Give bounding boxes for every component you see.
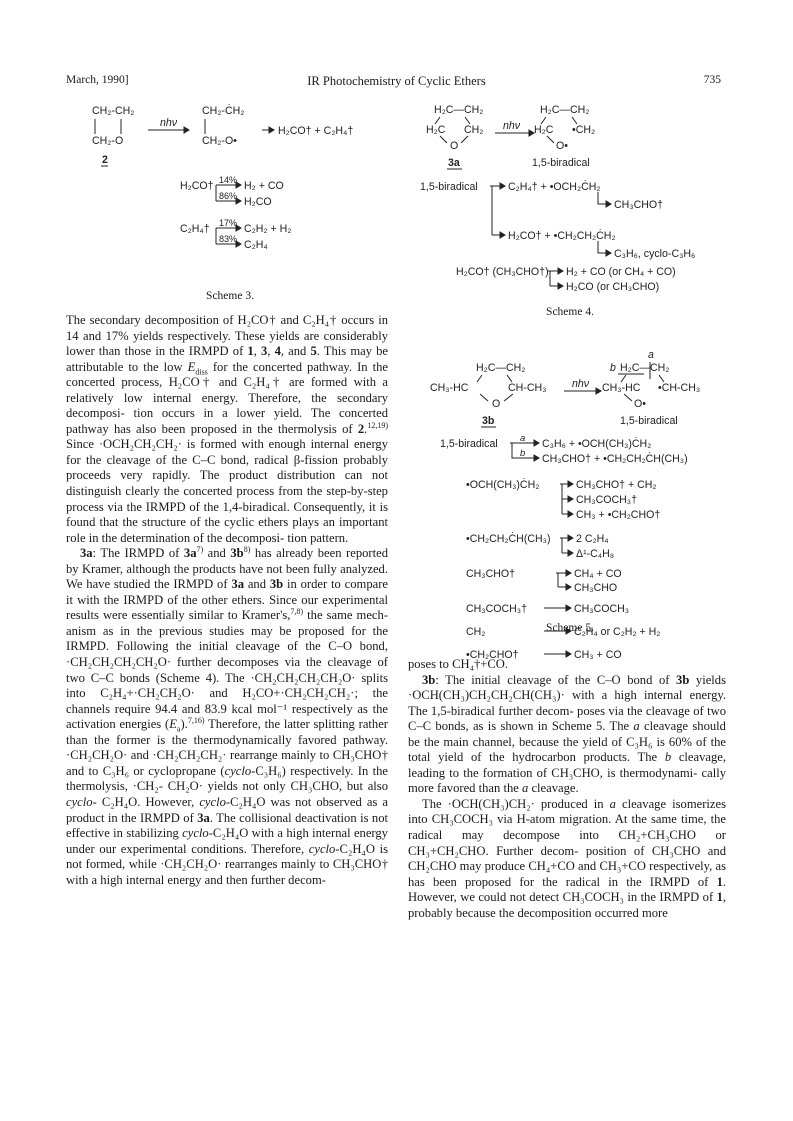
scheme5-ring-o: O — [492, 398, 501, 410]
text-line: radical β-fission probably proceeds very rapidly. The — [66, 452, 389, 483]
text-line: important role in the determination of the decomposi- — [66, 515, 389, 545]
scheme3-hv: nhν — [160, 117, 178, 129]
scheme4-ring-o: O — [450, 140, 459, 152]
scheme5-path-start: 1,5-biradical — [440, 438, 498, 450]
text-line: conditions. Therefore, cyclo-C₂H₄O is not formed, — [66, 841, 388, 872]
scheme5-ring-top: H₂C—CH₂ — [476, 362, 526, 374]
scheme4-path1: C₂H₄† + •OCH₂ĊH₂ — [508, 181, 601, 193]
scheme5-bi-top: H₂C—CH₂ — [620, 362, 670, 374]
text-line: while ·CH₂CH₂O· rearranges mainly to CH₃CHO† — [128, 857, 388, 872]
scheme3-h2co-r1: H₂ + CO — [244, 180, 284, 192]
scheme4-bi-right: •CH₂ — [572, 124, 596, 136]
text-line: energies $(E_a).^{7,16)}$ Therefore, the latter splitting rather — [119, 716, 388, 734]
scheme3-ring-bottom: CH₂-O — [92, 135, 124, 147]
text-line: product in the IRMPD of 3a. The collisional — [66, 810, 292, 825]
text-line: yields ·OCH(CH₃)CH₂CH₂CH(CH₃)· with a high — [408, 672, 726, 703]
text-line: H₂CO† and C₂H₄† are formed with a relatively low — [66, 375, 388, 405]
scheme4-bi-left: H₂C — [534, 124, 554, 136]
text-line: The ·OCH(CH₃)CH₂· produced in a cleavage — [422, 796, 667, 811]
paragraph-radical — [408, 797, 726, 921]
text-line: tion pattern. — [287, 530, 349, 545]
paragraph-continuation — [408, 657, 726, 673]
text-line: leading to the formation of CH₃CHO, is thermodynami- — [408, 765, 698, 780]
text-line: the IRMPD. Following the initial cleavage of the C–O — [66, 623, 388, 654]
scheme4-hv: nhν — [503, 120, 521, 132]
scheme5-biradical-label: 1,5-biradical — [620, 415, 678, 427]
scheme3-h2co-p1: 14% — [219, 175, 238, 185]
scheme4-path1-sub: CH₃CHO† — [614, 199, 664, 211]
text-line: isomerizes into CH₃COCH₃ via H-atom migration. At — [408, 796, 726, 827]
scheme4-path2: H₂CO† + •CH₂CH₂ĊH₂ — [508, 230, 616, 242]
scheme-4-caption: Scheme 4. — [546, 306, 594, 318]
text-line: 3a: The IRMPD of $3a^{7)}$ and $3b^{8)}$ has already been — [80, 545, 342, 561]
text-line: mainly to CH₃CHO† and to C₃H₆ or cyclopropane — [66, 748, 388, 778]
scheme4-sec1: H₂ + CO (or CH₄ + CO) — [566, 266, 676, 278]
text-line: ·CH₂CH₂CH₂CH₂O· splits into C₂H₄+·CH₂CH₂O· — [66, 670, 388, 701]
scheme5-r2-start: •CH₂CH₂ĊH(CH₃) — [466, 533, 551, 545]
text-line: and 3b in order to compare it with the IRMPD of the — [66, 577, 388, 607]
paragraph-secondary-decomposition — [66, 313, 388, 546]
scheme5-bi-left: CH₃-HC — [602, 382, 641, 394]
body-left-column — [66, 313, 388, 888]
scheme4-biradical-label: 1,5-biradical — [532, 157, 590, 169]
scheme5-r2-p1: 2 C₂H₄ — [576, 533, 609, 545]
scheme5-r2-p2: Δ¹-C₄H₈ — [576, 548, 615, 560]
scheme3-c2h4-p2: 83% — [219, 234, 238, 244]
text-line: CH₂O· yields not only CH₃CHO, but also cyclo- — [66, 779, 388, 809]
scheme5-r3-start: CH₃CHO† — [466, 568, 516, 580]
scheme5-r6-p1: CH₃ + CO — [574, 649, 622, 661]
scheme5-path-b: b — [520, 448, 526, 459]
text-line: than the former is the thermodynamically favored — [66, 732, 337, 747]
scheme-5-caption: Scheme 5. — [546, 622, 594, 634]
text-line: poses via the cleavage of two C–C bonds, as is shown — [408, 703, 726, 734]
scheme5-bi-o: O• — [634, 398, 646, 410]
scheme5-r1-p1: CH₃CHO† + CH₂ — [576, 479, 657, 491]
text-line: 3b: The initial cleavage of the C–O bond of 3b — [422, 672, 690, 687]
text-line: (cyclo-C₃H₆) respectively. In the thermolysis, ·CH₂- — [66, 763, 388, 794]
text-line: internal energy. Therefore, the secondary decomposi- — [66, 390, 389, 421]
text-line: deactivation is not effective in stabilizing cyclo-C₂H₄O — [66, 810, 388, 841]
scheme4-ring-top: H₂C—CH₂ — [434, 104, 484, 116]
text-line: internal energy. The 1,5-biradical further decom- — [408, 688, 726, 718]
scheme5-path-b-text: CH₃CHO† + •CH₂CH₂ĊH(CH₃) — [542, 453, 688, 465]
scheme3-biradical-top: CH₂-ĊH₂ — [202, 105, 245, 117]
text-line: anism as in the previous studies may be proposed for — [66, 623, 366, 638]
paragraph-3a — [66, 546, 388, 888]
scheme5-ring-left: CH₃-HC — [430, 382, 469, 394]
text-line: and H₂CO+·CH₂CH₂CH₂·; the channels require 94.4 — [66, 686, 388, 716]
text-line: probably because the decomposition occurred more — [408, 905, 668, 920]
scheme3-products: H₂CO† + C₂H₄† — [278, 125, 354, 137]
scheme4-path2-sub: C₃H₆, cyclo-C₃H₆ — [614, 248, 696, 260]
text-line: been fully analyzed. We have studied the IRMPD of 3a — [66, 561, 388, 592]
text-line: concerted process from the step-by-step process via the — [66, 484, 388, 514]
scheme4-bi-top: H₂C—CH₂ — [540, 104, 590, 116]
scheme3-biradical-bottom: CH₂-O• — [202, 135, 237, 147]
body-right-column — [408, 657, 726, 921]
scheme5-r3-p2: CH₃CHO — [574, 582, 618, 594]
scheme5-r5-start: CH₂ — [466, 626, 486, 638]
text-line: internal energy for the cleavage of the C–C bond, — [66, 437, 389, 467]
text-line: CH₄+CO and CH₃+CO respectively, as has been — [408, 859, 727, 889]
scheme4-sec-start: H₂CO† (CH₃CHO†) — [456, 266, 549, 278]
text-line: the cleavage of two C–C bonds (Scheme 4). The — [66, 655, 389, 685]
scheme4-compound-label: 3a — [448, 157, 460, 169]
text-line: the same time, the radical may decompose into — [408, 812, 727, 843]
text-line: pathway. ·CH₂CH₂O· and ·CH₂CH₂CH₂· rearrange — [66, 732, 388, 763]
text-line: the concerted pathway. In the concerted process, — [66, 359, 389, 390]
scheme5-r1-start: •OCH(CH₃)ĊH₂ — [466, 479, 540, 491]
text-line: yield of the hydrocarbon products. The b cleavage, — [438, 750, 727, 765]
scheme5-r4-start: CH₃COCH₃† — [466, 603, 528, 615]
scheme4-path-start: 1,5-biradical — [420, 181, 478, 193]
text-line: cally more favored than the a cleavage. — [408, 765, 726, 796]
scheme5-r1-p2: CH₃COCH₃† — [576, 494, 638, 506]
text-line: product distribution can not distinguish clearly the — [66, 468, 389, 499]
text-line: we could not detect CH₃COCH₃ in the IRMPD of 1, — [460, 890, 727, 905]
text-line: that the structure of the cyclic ethers plays an — [99, 515, 335, 530]
text-line: IRMPD of the 1,4-biradical. Consequently, it is found — [66, 499, 388, 530]
scheme5-path-a-text: C₃H₆ + •OCH(CH₃)ĊH₂ — [542, 438, 652, 450]
scheme3-c2h4-r1: C₂H₂ + H₂ — [244, 223, 292, 235]
scheme5-hv: nhν — [572, 378, 590, 390]
scheme5-ring-right: CH-CH₃ — [508, 382, 547, 394]
scheme5-path-a: a — [520, 433, 526, 444]
text-line: pathway has also been proposed in the thermolysis of — [66, 421, 353, 436]
text-line: reported by Kramer, although the products have not — [66, 546, 389, 576]
scheme3-ring-top: CH₂-CH₂ — [92, 105, 135, 117]
text-line: bond, ·CH₂CH₂CH₂CH₂O· further decomposes via — [66, 639, 388, 670]
text-line: in Scheme 5. The a cleavage should be the main — [408, 719, 726, 749]
text-line: poses to CH₄†+CO. — [408, 657, 509, 671]
scheme4-bi-o: O• — [556, 140, 568, 152]
scheme3-c2h4-r2: C₂H₄ — [244, 239, 268, 251]
text-line: C₂H₄O. However, cyclo-C₂H₄O was not observed as a — [101, 794, 388, 809]
scheme5-compound-label: 3b — [482, 415, 495, 427]
scheme5-r4-p1: CH₃COCH₃ — [574, 603, 630, 615]
scheme3-compound-label: 2 — [102, 154, 108, 166]
text-line: other ethers. Since our experimental results were — [66, 592, 388, 623]
scheme5-r3-p1: CH₄ + CO — [574, 568, 622, 580]
scheme5-r6-start: •CH₂CHO† — [466, 649, 519, 661]
scheme-4 — [420, 103, 730, 298]
text-line: 2.$^{12,19)}$ Since ·OCH₂CH₂CH₂· is formed with enough — [66, 420, 388, 452]
scheme3-c2h4-p1: 17% — [219, 218, 238, 228]
scheme5-r1-p3: CH₃ + •CH₂CHO† — [576, 509, 661, 521]
scheme4-ring-left: H₂C — [426, 124, 446, 136]
text-line: 3, 4, and 5. This may be attributable to the low $E_{diss}$ for — [66, 344, 389, 377]
text-line: The secondary decomposition of H₂CO† and C₂H₄† — [66, 313, 338, 327]
text-line: proposed for the radical in the IRMPD of 1. However, — [408, 874, 727, 905]
scheme4-ring-right: CH₂ — [464, 124, 484, 136]
text-line: with a high internal energy and then further decom- — [66, 872, 326, 887]
scheme5-bi-a: a — [648, 349, 654, 361]
scheme4-sec2: H₂CO (or CH₃CHO) — [566, 281, 660, 293]
paragraph-3b — [408, 673, 726, 797]
scheme5-bi-right: •CH-CH₃ — [658, 382, 701, 394]
text-line: are considerably lower than those in the IRMPD of 1, — [66, 328, 388, 359]
scheme-3-caption: Scheme 3. — [206, 290, 254, 302]
text-line: with a high internal energy under our experimental — [66, 826, 388, 856]
scheme3-h2co-p2: 86% — [219, 191, 238, 201]
text-line: channel, because the yield of C₃H₆ is 60% of the total — [408, 734, 726, 765]
text-line: CH₂+CH₃CHO or CH₃+CH₂CHO. Further decom- — [408, 828, 726, 858]
text-line: position of CH₃CHO and CH₂CHO may produce — [408, 843, 726, 874]
scheme3-c2h4: C₂H₄† — [180, 223, 210, 235]
scheme-3 — [92, 104, 392, 264]
page-number: 735 — [703, 74, 721, 86]
scheme3-h2co: H₂CO† — [180, 180, 214, 192]
scheme5-r5-p1: C₂H₄ or C₂H₂ + H₂ — [574, 626, 661, 638]
text-line: essentially similar to Kramer's,$^{7,8)}$ the same mech- — [131, 607, 388, 623]
running-header-date: March, 1990] — [66, 74, 129, 86]
running-header-title: IR Photochemistry of Cyclic Ethers — [307, 74, 486, 88]
scheme5-bi-b: b — [610, 362, 616, 374]
text-line: occurs in 14 and 17% yields respectively. These yields — [66, 313, 389, 343]
text-line: and 83.9 kcal mol⁻¹ respectively as the activation — [66, 701, 388, 732]
scheme3-h2co-r2: H₂CO — [244, 196, 272, 208]
text-line: tion occurs in a lower yield. The concerted — [133, 406, 388, 421]
